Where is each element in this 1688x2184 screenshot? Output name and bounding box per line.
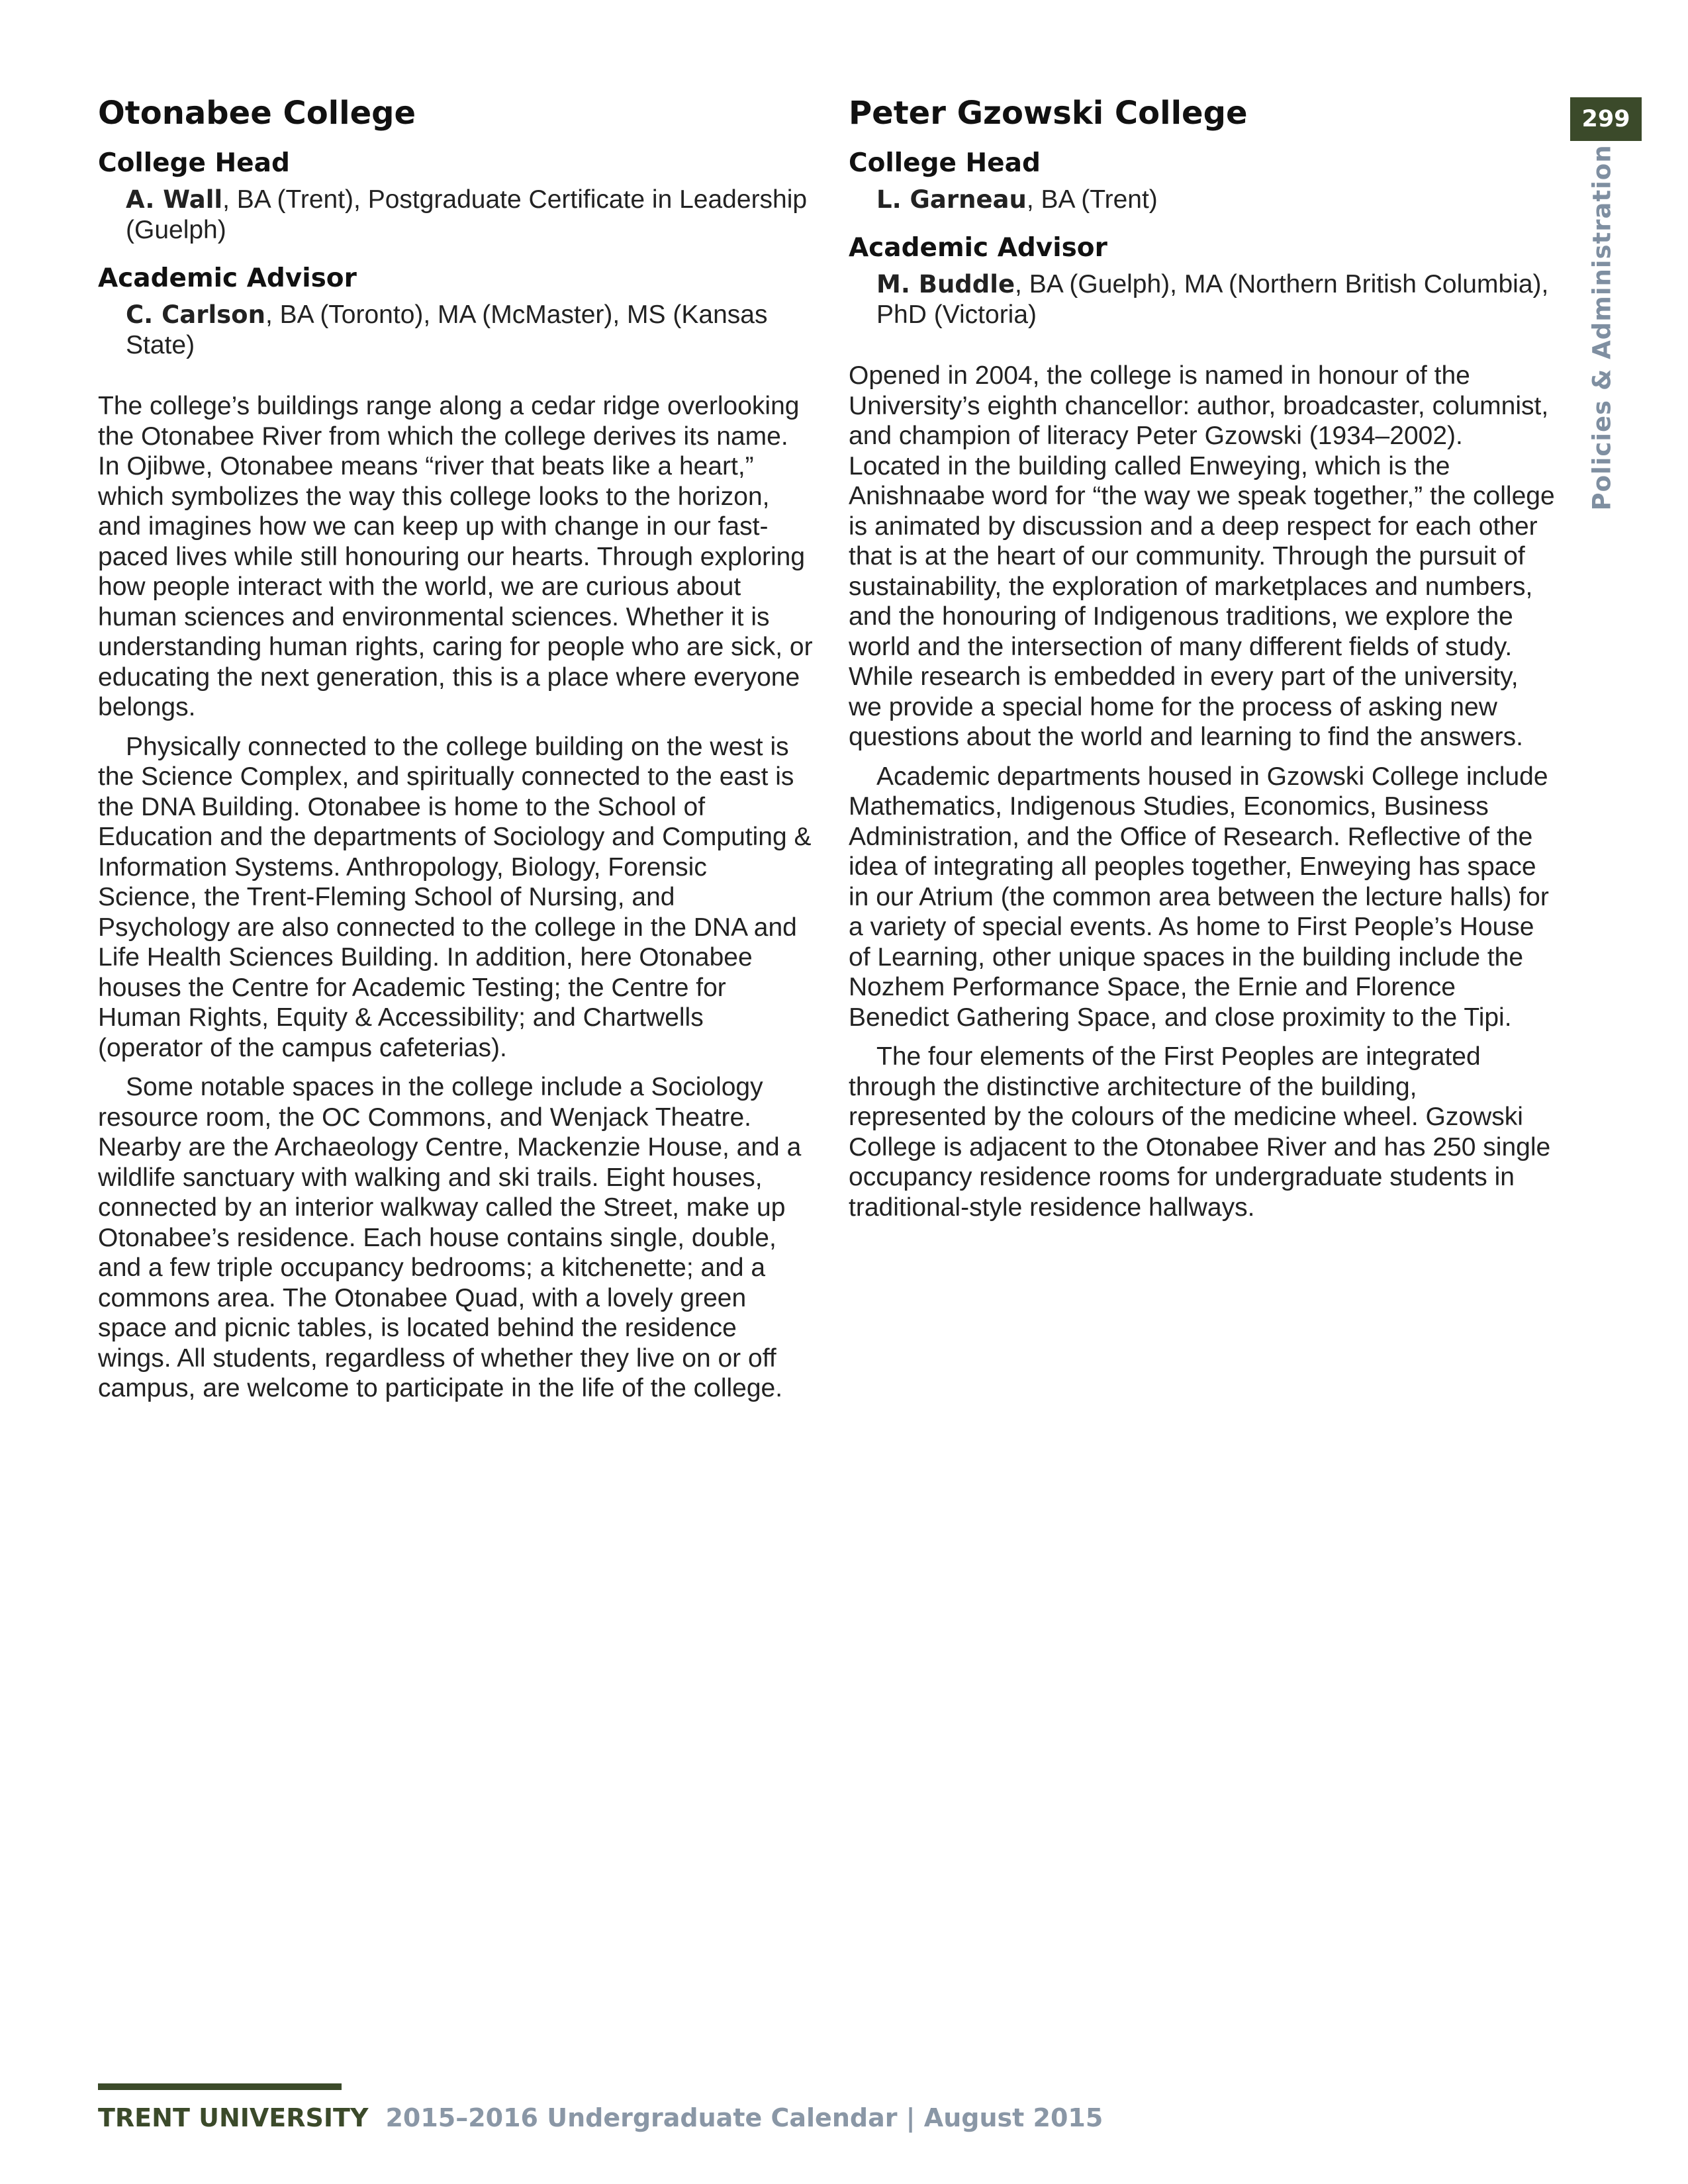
body-paragraph: The college’s buildings range along a cedar ridge overlooking the Otonabee River from which the college derives its name. In Ojibwe, Otonabee means “river that beats like a heart,” which symbolizes the way this college looks to the horizon, and imagines how we can keep up with change in our fast-paced lives while still honouring our hearts. Through exploring how people interact with the world, we are curious about human sciences and environmental sciences. Whether it is understanding human rights, caring for people who are sick, or educating the next generation, this is a place where everyone belongs.: [98, 392, 813, 721]
academic-advisor-name: C. Carlson: [126, 300, 265, 329]
section-side-label: Policies & Administration: [1587, 144, 1617, 511]
body-paragraph: The four elements of the First Peoples are integrated through the distinctive architecture of the building, represented by the colours of the medicine wheel. Gzowski College is adjacent to the Otonabee River and has 250 single occupancy residence rooms for undergraduate students in traditional-style residence hallways.: [849, 1042, 1551, 1222]
body-paragraph: Some notable spaces in the college include a Sociology resource room, the OC Commons, and Wenjack Theatre. Nearby are the Archaeology Centre, Mackenzie House, and a wildlife sanctuary with walking and ski trails. Eight houses, connected by an interior walkway called the Street, make up Otonabee’s residence. Each house contains single, double, and a few triple occupancy bedrooms; a kitchenette; and a commons area. The Otonabee Quad, with a lovely green space and picnic tables, is located behind the residence wings. All students, regardless of whether they live on or off campus, are welcome to participate in the life of the college.: [98, 1073, 802, 1402]
body-paragraph: Physically connected to the college building on the west is the Science Complex, and spiritually connected to the east is the DNA Building. Otonabee is home to the School of Education and the departments of Sociology and Computing & Information Systems. Anthropology, Biology, Forensic Science, the Trent-Fleming School of Nursing, and Psychology are also connected to the college in the DNA and Life Health Sciences Building. In addition, here Otonabee houses the Centre for Academic Testing; the Centre for Human Rights, Equity & Accessibility; and Chartwells (operator of the campus cafeterias).: [98, 732, 812, 1062]
gzowski-body: [849, 361, 1557, 1222]
college-head-entry: [876, 185, 1557, 215]
college-head-name: A. Wall: [126, 185, 223, 214]
gzowski-college-title: Peter Gzowski College: [849, 95, 1248, 132]
page-number: 299: [1570, 97, 1642, 141]
otonabee-college-title: Otonabee College: [98, 95, 416, 132]
body-paragraph: Academic departments housed in Gzowski College include Mathematics, Indigenous Studies, Economics, Business Administration, and the Office of Research. Reflective of the idea of integrating all peoples together, Enweying has space in our Atrium (the common area between the lecture halls) for a variety of special events. As home to First People’s House of Learning, other unique spaces in the building include the Nozhem Performance Space, the Ernie and Florence Benedict Gathering Space, and close proximity to the Tipi.: [849, 762, 1549, 1032]
footer-university: TRENT UNIVERSITY: [98, 2103, 369, 2132]
college-head-name: L. Garneau: [876, 185, 1027, 214]
college-head-heading: College Head: [849, 148, 1041, 178]
body-paragraph: Opened in 2004, the college is named in honour of the University’s eighth chancellor: author, broadcaster, columnist, and champion of literacy Peter Gzowski (1934–2002). Located in the building called Enweying, which is the Anishnaabe word for “the way we speak together,” the college is animated by discussion and a deep respect for each other that is at the heart of our community. Through the pursuit of sustainability, the exploration of marketplaces and numbers, and the honouring of Indigenous traditions, we explore the world and the intersection of many different fields of study. While research is embedded in every part of the university, we provide a special home for the process of asking new questions about the world and learning to find the answers.: [849, 361, 1555, 751]
college-head-heading: College Head: [98, 148, 290, 178]
college-head-entry: [126, 185, 813, 246]
academic-advisor-entry: [126, 300, 813, 361]
academic-advisor-heading: Academic Advisor: [98, 263, 357, 293]
academic-advisor-credentials: , BA (Guelph), MA (Northern British Columbia), PhD (Victoria): [876, 270, 1549, 329]
academic-advisor-heading: Academic Advisor: [849, 233, 1107, 263]
college-head-credentials: , BA (Trent): [1026, 185, 1158, 214]
gzowski-college-section: [849, 89, 1557, 1222]
footer-rule: [98, 2083, 342, 2090]
academic-advisor-name: M. Buddle: [876, 270, 1015, 298]
otonabee-body: [98, 391, 813, 1404]
otonabee-college-section: [98, 89, 813, 1404]
academic-advisor-credentials: , BA (Toronto), MA (McMaster), MS (Kansas State): [126, 300, 768, 359]
college-head-credentials: , BA (Trent), Postgraduate Certificate in Leadership (Guelph): [126, 185, 808, 244]
academic-advisor-entry: [876, 269, 1557, 330]
footer-calendar: 2015–2016 Undergraduate Calendar | August 2015: [385, 2103, 1103, 2132]
page-footer: [98, 2101, 1103, 2134]
